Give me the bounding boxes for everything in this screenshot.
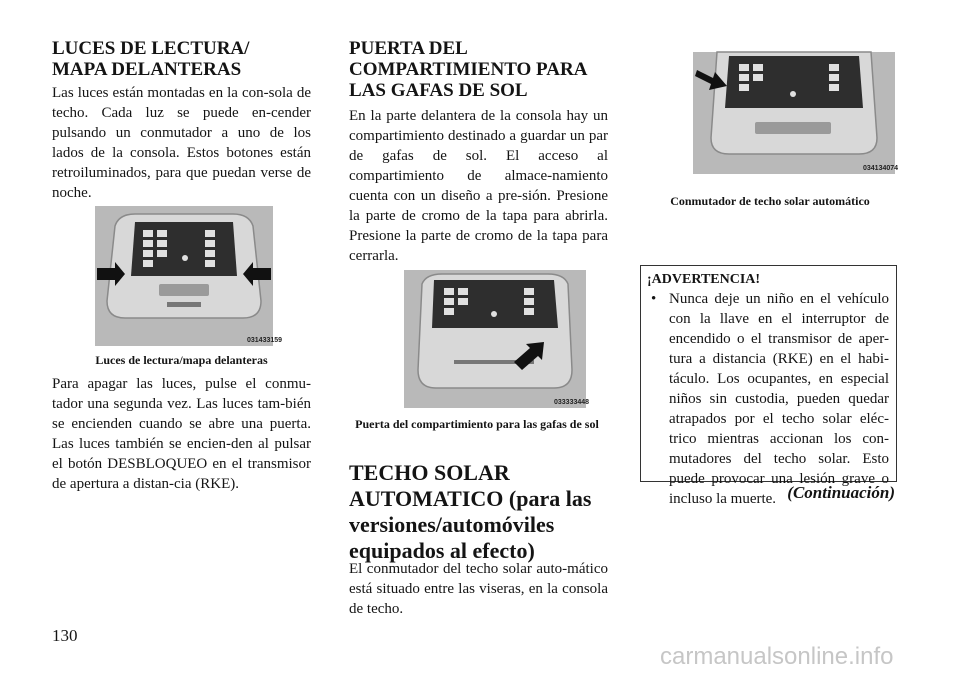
sunroof-heading — [349, 460, 619, 564]
page-number: 130 — [52, 626, 78, 645]
reading-lights-figure — [95, 206, 283, 346]
sunglass-door-figure — [404, 270, 590, 408]
figure-code: 033333448 — [554, 399, 590, 406]
warning-title: ¡ADVERTENCIA! — [647, 272, 761, 287]
sunglass-compartment-illustration — [404, 270, 590, 408]
continuation-label: (Continuación) — [787, 483, 895, 502]
figure-code: 031433159 — [247, 337, 283, 344]
sunglass-door-paragraph: En la parte delantera de la consola hay un compartimiento destinado a guardar un par de gafas de sol. El acceso al compartimiento de almace-namiento cuenta con un diseño a pre-sión. Presione la parte de cromo de la tapa para abrirla. Presione la parte de cromo de la tapa para cerrarla. — [349, 108, 608, 264]
sunroof-paragraph: El conmutador del techo solar auto-mático está situado entre las viseras, en la consola de techo. — [349, 561, 608, 617]
reading-lights-caption: Luces de lectura/mapa delanteras — [95, 353, 268, 367]
figure-code: 034134074 — [863, 165, 899, 172]
sunroof-switch-figure — [693, 52, 899, 174]
sunglass-door-caption: Puerta del compartimiento para las gafas de sol — [355, 417, 599, 431]
reading-lights-paragraph: Las luces están montadas en la con-sola de techo. Cada luz se puede en-cender pulsando un conmutador a uno de los lados de la consola. Estos botones están retroiluminados, para que puedan verse de noche. — [52, 85, 311, 201]
warning-list — [647, 289, 889, 509]
reading-lights-heading: LUCES DE LECTURA/ MAPA DELANTERAS — [52, 38, 250, 80]
watermark: carmanualsonline.info — [660, 643, 894, 670]
sunroof-heading-end: ) — [527, 538, 535, 563]
lights-off-paragraph: Para apagar las luces, pulse el conmu-tador una segunda vez. Las luces tam-bién se encienden cuando se abre una puerta. Las luces también se encien-den al pulsar el botón DESBLOQUEO en el transmisor de apertura a distan-cia (RKE). — [52, 376, 311, 492]
sunroof-heading-text: TECHO SOLAR AUTOMATICO (para las versiones/automóviles equipados al efecto — [349, 460, 592, 563]
sunglass-door-heading: PUERTA DEL COMPARTIMIENTO PARA LAS GAFAS DE SOL — [349, 38, 588, 101]
overhead-console-illustration — [95, 206, 283, 346]
sunroof-switch-caption: Conmutador de techo solar automático — [670, 194, 870, 208]
sunroof-switch-illustration — [693, 52, 899, 174]
warning-item: • Nunca deje un niño en el vehículo con la llave en el interruptor de encendido o el transmisor de aper-tura a distancia (RKE) en el habi-táculo. Los ocupantes, en especial niños sin custodia, pueden quedar atrapados por el techo solar eléc-trico mientras accionan los con-mutadores del techo solar. Esto puede provocar una lesión grave o incluso la muerte. — [647, 289, 889, 509]
